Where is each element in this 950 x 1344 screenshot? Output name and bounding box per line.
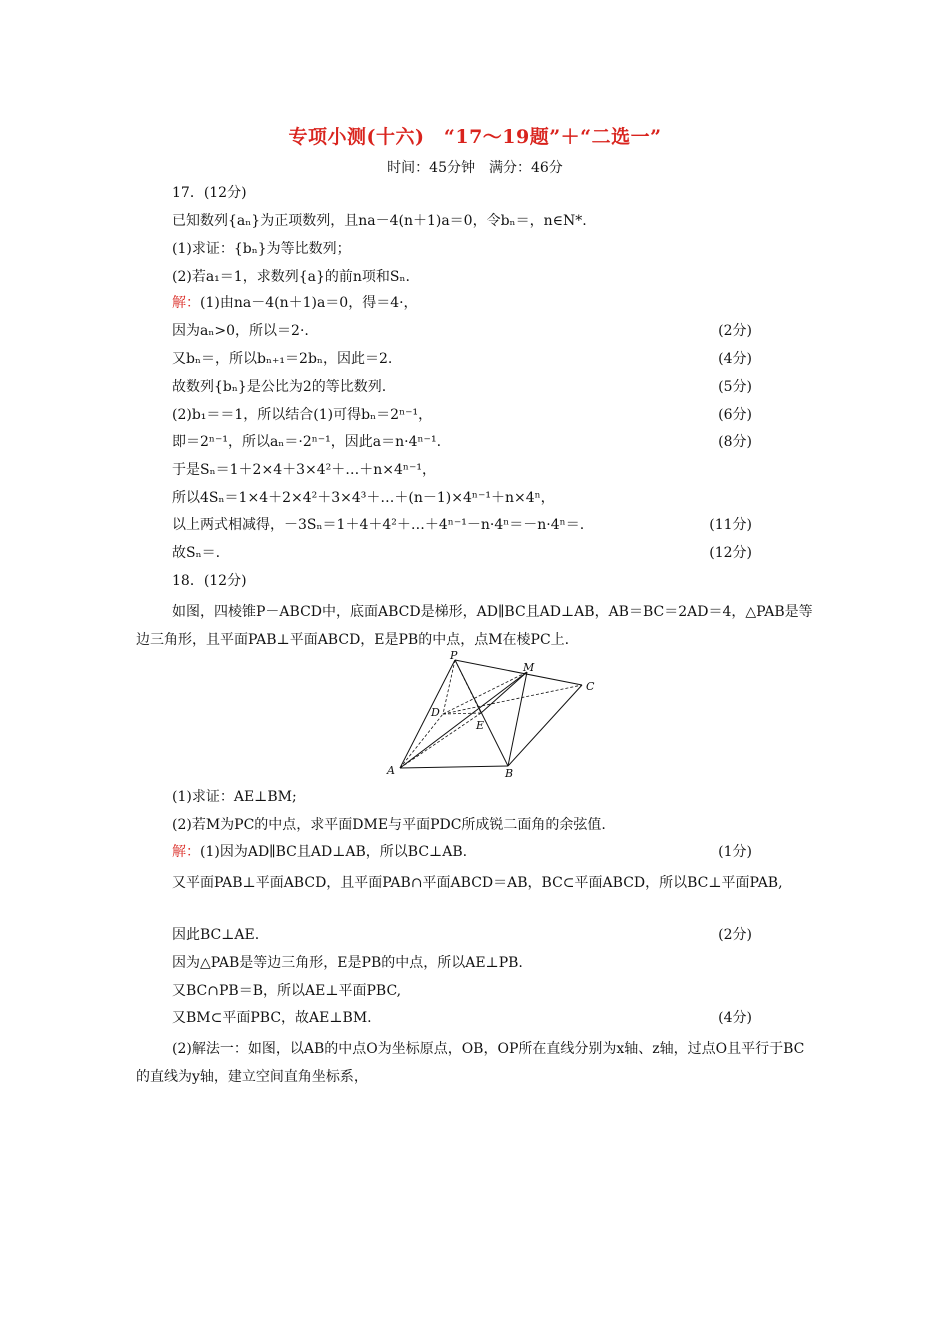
- solution-line: (2)b₁＝＝1，所以结合(1)可得bₙ＝2ⁿ⁻¹，: [172, 407, 433, 423]
- edge-AB: [400, 766, 508, 768]
- score-mark: (4分): [718, 1010, 752, 1026]
- score-mark: (5分): [718, 379, 752, 395]
- edge-AD: [400, 714, 443, 768]
- solution-label: 解：: [172, 844, 200, 860]
- score-mark: (1分): [718, 844, 752, 860]
- label-C: C: [586, 680, 595, 693]
- solution-paragraph: (2)解法一：如图，以AB的中点O为坐标原点，OB，OP所在直线分别为x轴、z轴，过点O且平行于BC的直线为y轴，建立空间直角坐标系，: [136, 1041, 805, 1085]
- label-B: B: [505, 767, 514, 780]
- edge-PC: [455, 660, 582, 685]
- score-mark: (8分): [718, 434, 752, 450]
- score-mark: (11分): [709, 517, 752, 533]
- problem-heading: 17．(12分): [172, 185, 247, 201]
- problem-text: 如图，四棱锥P－ABCD中，底面ABCD是梯形，AD∥BC且AD⊥AB，AB＝BC＝2AD＝4，△PAB是等边三角形，且平面PAB⊥平面ABCD，E是PB的中点，点M在棱PC上.: [136, 604, 813, 648]
- score-mark: (2分): [718, 927, 752, 943]
- pyramid-figure: [380, 650, 610, 780]
- solution-line: 于是Sₙ＝1＋2×4＋3×4²＋…＋n×4ⁿ⁻¹，: [172, 462, 436, 478]
- line-DM: [443, 672, 527, 714]
- solution-line: 以上两式相减得，－3Sₙ＝1＋4＋4²＋…＋4ⁿ⁻¹－n·4ⁿ＝－n·4ⁿ＝.: [172, 517, 585, 533]
- page-title: 专项小测(十六) “17～19题”＋“二选一”: [288, 126, 662, 148]
- problem-text: (1)求证：AE⊥BM;: [172, 789, 297, 805]
- solution-line: 即＝2ⁿ⁻¹，所以aₙ＝·2ⁿ⁻¹，因此a＝n·4ⁿ⁻¹.: [172, 434, 442, 450]
- solution-paragraph: 又平面PAB⊥平面ABCD，且平面PAB∩平面ABCD＝AB，BC⊂平面ABCD，所以BC⊥平面PAB,: [172, 875, 783, 891]
- label-A: A: [387, 764, 395, 777]
- line-AE: [400, 713, 481, 768]
- score-mark: (4分): [718, 351, 752, 367]
- problem-text: 已知数列{aₙ}为正项数列，且na－4(n＋1)a＝0，令bₙ＝，n∈N*.: [172, 213, 587, 229]
- solution-line: 又bₙ＝，所以bₙ₊₁＝2bₙ，因此＝2.: [172, 351, 393, 367]
- edge-PD: [443, 660, 455, 714]
- solution-line: 因此BC⊥AE.: [172, 927, 260, 943]
- edge-PA: [400, 660, 455, 768]
- problem-text: (2)若M为PC的中点，求平面DME与平面PDC所成锐二面角的余弦值.: [172, 817, 606, 833]
- solution-line: 又BC∩PB＝B，所以AE⊥平面PBC,: [172, 983, 402, 999]
- page-subtitle: 时间：45分钟 满分：46分: [387, 160, 563, 176]
- solution-line: [172, 293, 418, 313]
- solution-line: 所以4Sₙ＝1×4＋2×4²＋3×4³＋…＋(n－1)×4ⁿ⁻¹＋n×4ⁿ，: [172, 490, 555, 506]
- score-mark: (12分): [709, 545, 752, 561]
- solution-line: 因为aₙ>0，所以＝2·.: [172, 323, 309, 339]
- solution-label: 解：: [172, 295, 200, 311]
- problem-text: (1)求证：{bₙ}为等比数列；: [172, 241, 351, 257]
- label-D: D: [431, 706, 440, 719]
- solution-line: 又BM⊂平面PBC，故AE⊥BM.: [172, 1010, 372, 1026]
- solution-text: (1)因为AD∥BC且AD⊥AB，所以BC⊥AB.: [200, 844, 468, 860]
- solution-line: 故数列{bₙ}是公比为2的等比数列.: [172, 379, 387, 395]
- problem-text: (2)若a₁＝1，求数列{a}的前n项和Sₙ.: [172, 269, 410, 285]
- problem-heading: 18．(12分): [172, 573, 247, 589]
- score-mark: (6分): [718, 407, 752, 423]
- solution-text: (1)由na－4(n＋1)a＝0，得＝4·，: [200, 295, 418, 311]
- label-P: P: [450, 650, 458, 662]
- score-mark: (2分): [718, 323, 752, 339]
- label-E: E: [476, 719, 485, 732]
- solution-line: 故Sₙ＝.: [172, 545, 221, 561]
- solution-line: 因为△PAB是等边三角形，E是PB的中点，所以AE⊥PB.: [172, 955, 523, 971]
- edge-BC: [508, 685, 582, 766]
- label-M: M: [523, 661, 535, 674]
- line-AM: [400, 672, 527, 768]
- edge-DC: [443, 685, 582, 714]
- solution-line: [172, 842, 467, 862]
